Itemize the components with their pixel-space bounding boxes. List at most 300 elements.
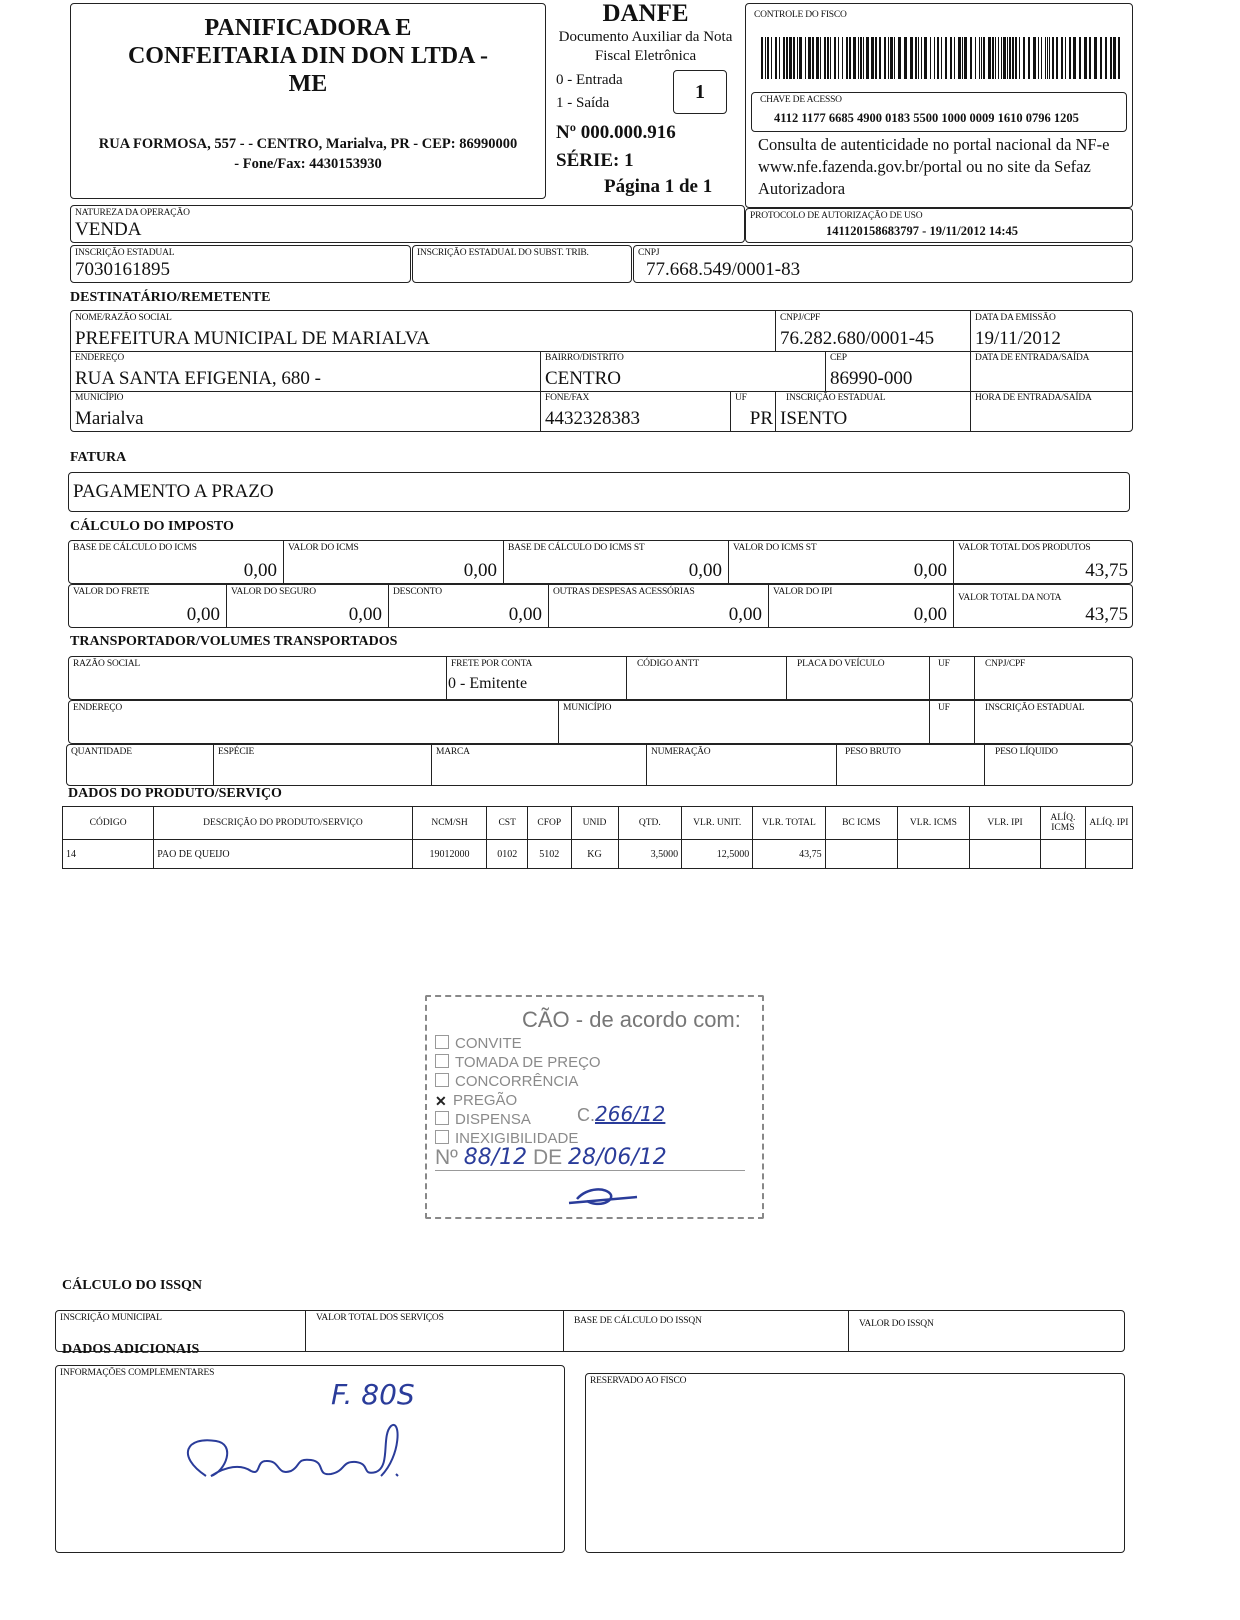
barcode-bar xyxy=(1079,37,1081,79)
produtos-cell xyxy=(1085,840,1132,869)
ie-label: INSCRIÇÃO ESTADUAL xyxy=(75,248,175,258)
barcode-bar xyxy=(1049,37,1050,79)
reservado-fisco-label: RESERVADO AO FISCO xyxy=(590,1376,687,1386)
barcode-bar xyxy=(871,37,874,79)
imposto-label: VALOR TOTAL DOS PRODUTOS xyxy=(958,543,1091,553)
stamp-option xyxy=(435,1111,531,1128)
imposto-valor-icms-st xyxy=(729,541,954,583)
section-fatura: FATURA xyxy=(70,450,127,465)
produtos-cell: 5102 xyxy=(527,840,571,869)
produtos-cell xyxy=(825,840,897,869)
produtos-cell xyxy=(897,840,969,869)
barcode-bar xyxy=(934,37,935,79)
checkbox-icon xyxy=(435,1054,449,1068)
imposto-row2 xyxy=(68,584,1133,628)
info-complementares-label: INFORMAÇÕES COMPLEMENTARES xyxy=(60,1368,215,1378)
barcode-bar xyxy=(1056,37,1058,79)
dest-emissao-label: DATA DA EMISSÃO xyxy=(975,313,1056,323)
barcode-bar xyxy=(866,37,869,79)
handwritten-note: F. 80S xyxy=(331,1378,415,1411)
transp-label: FRETE POR CONTA xyxy=(451,659,533,669)
barcode-bar xyxy=(838,37,839,79)
dest-cep-label: CEP xyxy=(830,353,847,363)
imposto-value: 0,00 xyxy=(348,604,382,625)
barcode-bar xyxy=(894,37,895,79)
transp-label: CÓDIGO ANTT xyxy=(637,659,699,669)
barcode-bar xyxy=(1084,37,1087,79)
produtos-column-header: ALÍQ. ICMS xyxy=(1041,807,1086,840)
transp-endereco xyxy=(69,701,559,743)
stamp-option-label: PREGÃO xyxy=(453,1092,518,1109)
barcode-bar xyxy=(799,37,802,79)
barcode-bar xyxy=(1073,37,1076,79)
chave-acesso: 4112 1177 6685 4900 0183 5500 1000 0009 1610 0796 1205 xyxy=(774,111,1079,125)
barcode-bar xyxy=(863,37,864,79)
transp-label: RAZÃO SOCIAL xyxy=(73,659,141,669)
protocolo-label: PROTOCOLO DE AUTORIZAÇÃO DE USO xyxy=(750,211,923,221)
imposto-value: 43,75 xyxy=(1085,560,1128,581)
dest-fone-value: 4432328383 xyxy=(545,408,640,429)
dest-ie-label: INSCRIÇÃO ESTADUAL xyxy=(786,393,886,403)
dest-uf-value: PR xyxy=(749,408,773,429)
transp-marca xyxy=(432,745,647,785)
fatura-value: PAGAMENTO A PRAZO xyxy=(73,481,274,502)
barcode-bar xyxy=(954,37,955,79)
dest-municipio-label: MUNICÍPIO xyxy=(75,393,124,403)
barcode-bar xyxy=(1033,37,1036,79)
checkbox-icon xyxy=(435,1130,449,1144)
destinatario-box xyxy=(70,310,1133,432)
produtos-column-header: VLR. UNIT. xyxy=(682,807,753,840)
dest-bairro xyxy=(541,351,826,391)
controle-fisco-label: CONTROLE DO FISCO xyxy=(754,10,847,20)
barcode-bar xyxy=(767,37,769,79)
barcode-bar xyxy=(988,37,991,79)
barcode-bar xyxy=(1118,37,1120,79)
produtos-cell: 3,5000 xyxy=(618,840,682,869)
cnpj-label: CNPJ xyxy=(638,248,660,258)
issqn-total-servicos xyxy=(306,1311,564,1351)
barcode-bar xyxy=(849,37,851,79)
barcode-bar xyxy=(910,37,913,79)
transp-peso-bruto xyxy=(837,745,985,785)
imposto-label: VALOR DO IPI xyxy=(773,587,833,597)
imposto-outras-despesas xyxy=(549,585,769,627)
protocolo-value: 141120158683797 - 19/11/2012 14:45 xyxy=(826,224,1019,238)
barcode-bar xyxy=(1061,37,1063,79)
issqn-box xyxy=(55,1310,1125,1352)
barcode-bar xyxy=(860,37,862,79)
transp-label: QUANTIDADE xyxy=(71,747,132,757)
transp-ie xyxy=(975,701,1134,743)
barcode xyxy=(761,37,1121,79)
barcode-bar xyxy=(950,37,952,79)
barcode-bar xyxy=(888,37,889,79)
imposto-label: VALOR DO ICMS xyxy=(288,543,359,553)
barcode-bar xyxy=(1045,37,1046,79)
produtos-cell xyxy=(970,840,1041,869)
transp-uf xyxy=(930,657,975,699)
danfe-block xyxy=(548,0,743,200)
dest-emissao-value: 19/11/2012 xyxy=(975,328,1061,349)
stamp-option xyxy=(435,1054,601,1071)
transp-frete xyxy=(447,657,627,699)
barcode-bar xyxy=(983,37,985,79)
imposto-value: 0,00 xyxy=(913,604,947,625)
barcode-bar xyxy=(834,37,836,79)
emitter-box xyxy=(70,3,546,199)
imposto-desconto xyxy=(389,585,549,627)
transp-label: CNPJ/CPF xyxy=(985,659,1026,669)
transp-row1 xyxy=(68,656,1133,700)
checkbox-icon xyxy=(435,1073,449,1087)
licitacao-stamp xyxy=(425,995,764,1219)
section-calculo-imposto: CÁLCULO DO IMPOSTO xyxy=(70,519,234,534)
barcode-bar xyxy=(904,37,907,79)
dest-cep xyxy=(826,351,971,391)
emitter-name-line1: PANIFICADORA E xyxy=(204,15,412,41)
barcode-bar xyxy=(761,37,763,79)
dest-municipio xyxy=(71,391,541,431)
barcode-bar xyxy=(830,37,831,79)
barcode-bar xyxy=(998,37,999,79)
issqn-label: VALOR DO ISSQN xyxy=(859,1319,934,1329)
produtos-column-header: CÓDIGO xyxy=(63,807,154,840)
dest-uf-label: UF xyxy=(735,393,747,403)
transp-label: PLACA DO VEÍCULO xyxy=(797,659,885,669)
barcode-bar xyxy=(1012,37,1014,79)
emitter-phone: - Fone/Fax: 4430153930 xyxy=(234,156,382,172)
stamp-option-label: CONVITE xyxy=(455,1035,522,1052)
barcode-bar xyxy=(858,37,859,79)
section-destinatario: DESTINATÁRIO/REMETENTE xyxy=(70,290,271,305)
danfe-serie: SÉRIE: 1 xyxy=(556,150,634,171)
dest-endereco xyxy=(71,351,541,391)
transp-label: NUMERAÇÃO xyxy=(651,747,711,757)
checked-box-icon: ✕ xyxy=(435,1093,447,1109)
imposto-label: BASE DE CÁLCULO DO ICMS ST xyxy=(508,543,645,553)
dest-hora-label: HORA DE ENTRADA/SAÍDA xyxy=(975,393,1092,403)
barcode-bar xyxy=(1041,37,1042,79)
cnpj-emitente-box xyxy=(633,245,1133,283)
barcode-bar xyxy=(945,37,947,79)
produtos-cell: PAO DE QUEIJO xyxy=(154,840,412,869)
chave-acesso-box xyxy=(751,92,1127,132)
produtos-cell: 0102 xyxy=(487,840,527,869)
stamp-option-label: TOMADA DE PREÇO xyxy=(455,1054,601,1071)
stamp-option-label: CONCORRÊNCIA xyxy=(455,1073,579,1090)
danfe-numero: Nº 000.000.916 xyxy=(556,122,676,143)
imposto-value: 0,00 xyxy=(508,604,542,625)
stamp-numero-line xyxy=(435,1145,745,1171)
produtos-cell: 14 xyxy=(63,840,154,869)
produtos-header-row xyxy=(63,807,1133,840)
barcode-bar xyxy=(816,37,819,79)
transp-label: ENDEREÇO xyxy=(73,703,123,713)
imposto-label: VALOR DO FRETE xyxy=(73,587,150,597)
stamp-processo xyxy=(577,1102,665,1126)
imposto-row1 xyxy=(68,540,1133,584)
transp-municipio xyxy=(559,701,930,743)
barcode-bar xyxy=(962,37,963,79)
produtos-row xyxy=(63,840,1133,869)
stamp-initial-signature xyxy=(567,1185,647,1215)
imposto-total-produtos xyxy=(954,541,1134,583)
transp-label: ESPÉCIE xyxy=(218,747,255,757)
dest-cnpj-label: CNPJ/CPF xyxy=(780,313,821,323)
imposto-value: 0,00 xyxy=(243,560,277,581)
dest-endereco-label: ENDEREÇO xyxy=(75,353,125,363)
stamp-no-value: 88/12 xyxy=(463,1145,528,1170)
barcode-bar xyxy=(1001,37,1002,79)
transp-label: PESO LÍQUIDO xyxy=(995,747,1058,757)
barcode-bar xyxy=(995,37,996,79)
section-issqn: CÁLCULO DO ISSQN xyxy=(62,1278,203,1293)
barcode-bar xyxy=(924,37,927,79)
barcode-bar xyxy=(981,37,982,79)
barcode-bar xyxy=(937,37,939,79)
stamp-c-prefix: C. xyxy=(577,1105,595,1125)
barcode-bar xyxy=(879,37,881,79)
imposto-ipi xyxy=(769,585,954,627)
transp-label: INSCRIÇÃO ESTADUAL xyxy=(985,703,1085,713)
barcode-bar xyxy=(842,37,843,79)
barcode-bar xyxy=(775,37,777,79)
danfe-subtitle-1: Documento Auxiliar da Nota xyxy=(558,29,733,45)
stamp-title: CÃO - de acordo com: xyxy=(522,1007,741,1032)
imposto-value: 0,00 xyxy=(728,604,762,625)
imposto-label: OUTRAS DESPESAS ACESSÓRIAS xyxy=(553,587,695,597)
barcode-bar xyxy=(915,37,917,79)
barcode-bar xyxy=(992,37,994,79)
stamp-de-label: DE xyxy=(532,1146,563,1169)
transp-row3 xyxy=(66,744,1133,786)
transp-label: PESO BRUTO xyxy=(845,747,901,757)
imposto-bc-icms-st xyxy=(504,541,729,583)
transp-uf2 xyxy=(930,701,975,743)
transp-label: MUNICÍPIO xyxy=(563,703,612,713)
danfe-saida: 1 - Saída xyxy=(556,95,610,111)
barcode-bar xyxy=(884,37,886,79)
imposto-valor-icms xyxy=(284,541,504,583)
stamp-option xyxy=(435,1073,578,1090)
barcode-bar xyxy=(1023,37,1025,79)
transp-frete-value: 0 - Emitente xyxy=(448,675,528,692)
danfe-tipo-box: 1 xyxy=(673,70,727,114)
ie-value: 7030161895 xyxy=(75,259,170,280)
stamp-option xyxy=(435,1092,517,1109)
section-produtos: DADOS DO PRODUTO/SERVIÇO xyxy=(68,786,282,801)
produtos-column-header: QTD. xyxy=(618,807,682,840)
dest-entrada-label: DATA DE ENTRADA/SAÍDA xyxy=(975,353,1090,363)
protocolo-box xyxy=(745,208,1133,243)
transp-label: UF xyxy=(938,659,950,669)
barcode-bar xyxy=(786,37,788,79)
cnpj-value: 77.668.549/0001-83 xyxy=(646,259,801,280)
emitter-name-line2: CONFEITARIA DIN DON LTDA - xyxy=(127,43,489,69)
dest-hora xyxy=(971,391,1134,431)
imposto-bc-icms xyxy=(69,541,284,583)
produtos-cell: 19012000 xyxy=(412,840,487,869)
dest-cep-value: 86990-000 xyxy=(830,368,913,389)
barcode-bar xyxy=(793,37,795,79)
danfe-entrada: 0 - Entrada xyxy=(556,72,623,88)
consulta-autenticidade: Consulta de autenticidade no portal nacional da NF-e www.nfe.fazenda.gov.br/portal ou no site da Sefaz Autorizadora xyxy=(758,135,1110,198)
imposto-total-nota xyxy=(954,585,1134,627)
produtos-table xyxy=(62,806,1133,869)
produtos-cell xyxy=(1041,840,1086,869)
barcode-bar xyxy=(820,37,821,79)
produtos-column-header: CFOP xyxy=(527,807,571,840)
produtos-column-header: VLR. TOTAL xyxy=(753,807,825,840)
barcode-bar xyxy=(1038,37,1039,79)
imposto-label: DESCONTO xyxy=(393,587,442,597)
barcode-bar xyxy=(941,37,942,79)
barcode-bar xyxy=(812,37,814,79)
transp-cnpj xyxy=(975,657,1134,699)
dest-nome-label: NOME/RAZÃO SOCIAL xyxy=(75,313,172,323)
produtos-column-header: BC ICMS xyxy=(825,807,897,840)
barcode-bar xyxy=(824,37,826,79)
barcode-bar xyxy=(1105,37,1107,79)
issqn-base xyxy=(564,1311,849,1351)
barcode-bar xyxy=(1113,37,1116,79)
transp-label: MARCA xyxy=(436,747,470,757)
stamp-c-value: 266/12 xyxy=(595,1102,666,1126)
produtos-cell: KG xyxy=(571,840,618,869)
imposto-label: VALOR TOTAL DA NOTA xyxy=(958,593,1062,603)
imposto-seguro xyxy=(227,585,389,627)
barcode-bar xyxy=(1110,37,1112,79)
barcode-bar xyxy=(970,37,972,79)
barcode-bar xyxy=(1052,37,1054,79)
dest-nome xyxy=(71,311,776,351)
dest-fone-label: FONE/FAX xyxy=(545,393,590,403)
dest-bairro-label: BAIRRO/DISTRITO xyxy=(545,353,624,363)
dest-nome-value: PREFEITURA MUNICIPAL DE MARIALVA xyxy=(75,328,430,349)
checkbox-icon xyxy=(435,1111,449,1125)
barcode-bar xyxy=(930,37,931,79)
emitter-name xyxy=(71,14,545,98)
dest-ie xyxy=(776,391,971,431)
dest-entrada-saida xyxy=(971,351,1134,391)
imposto-label: VALOR DO ICMS ST xyxy=(733,543,817,553)
barcode-bar xyxy=(797,37,798,79)
barcode-bar xyxy=(979,37,980,79)
barcode-bar xyxy=(958,37,961,79)
barcode-bar xyxy=(964,37,967,79)
barcode-bar xyxy=(805,37,806,79)
barcode-bar xyxy=(783,37,785,79)
info-complementares-box xyxy=(55,1365,565,1553)
dest-ie-value: ISENTO xyxy=(780,408,848,429)
transp-row2 xyxy=(68,700,1133,744)
barcode-bar xyxy=(1009,37,1011,79)
barcode-bar xyxy=(1094,37,1097,79)
imposto-frete xyxy=(69,585,227,627)
produtos-column-header: DESCRIÇÃO DO PRODUTO/SERVIÇO xyxy=(154,807,412,840)
imposto-value: 0,00 xyxy=(913,560,947,581)
dest-cnpj-value: 76.282.680/0001-45 xyxy=(780,328,935,349)
imposto-value: 0,00 xyxy=(186,604,220,625)
dest-municipio-value: Marialva xyxy=(75,408,144,429)
produtos-column-header: VLR. ICMS xyxy=(897,807,969,840)
imposto-label: VALOR DO SEGURO xyxy=(231,587,316,597)
emitter-name-line3: ME xyxy=(288,71,328,97)
barcode-bar xyxy=(853,37,856,79)
dest-uf xyxy=(731,391,776,431)
dest-fone xyxy=(541,391,731,431)
barcode-bar xyxy=(1100,37,1102,79)
barcode-bar xyxy=(1019,37,1020,79)
imposto-value: 0,00 xyxy=(688,560,722,581)
dest-cnpj xyxy=(776,311,971,351)
imposto-label: BASE DE CÁLCULO DO ICMS xyxy=(73,543,197,553)
dest-endereco-value: RUA SANTA EFIGENIA, 680 - xyxy=(75,368,322,389)
barcode-bar xyxy=(779,37,780,79)
imposto-value: 0,00 xyxy=(463,560,497,581)
ie-box xyxy=(70,245,411,283)
barcode-bar xyxy=(1015,37,1017,79)
ie-st-label: INSCRIÇÃO ESTADUAL DO SUBST. TRIB. xyxy=(417,248,589,258)
transp-antt xyxy=(627,657,787,699)
section-dados-adicionais: DADOS ADICIONAIS xyxy=(62,1342,200,1357)
barcode-bar xyxy=(1028,37,1030,79)
transp-razao xyxy=(69,657,447,699)
produtos-column-header: NCM/SH xyxy=(412,807,487,840)
produtos-column-header: UNID xyxy=(571,807,618,840)
produtos-cell: 43,75 xyxy=(753,840,825,869)
barcode-bar xyxy=(1003,37,1006,79)
produtos-column-header: VLR. IPI xyxy=(970,807,1041,840)
emitter-address-line1: RUA FORMOSA, 557 - - CENTRO, Marialva, PR - CEP: 86990000 xyxy=(98,136,518,152)
barcode-bar xyxy=(1069,37,1071,79)
transp-numeracao xyxy=(647,745,837,785)
produtos-cell: 12,5000 xyxy=(682,840,753,869)
barcode-bar xyxy=(808,37,811,79)
stamp-no-prefix: Nº xyxy=(435,1146,458,1169)
stamp-option-label: DISPENSA xyxy=(455,1111,531,1128)
transp-quantidade xyxy=(67,745,214,785)
danfe-subtitle-2: Fiscal Eletrônica xyxy=(594,48,697,64)
issqn-label: INSCRIÇÃO MUNICIPAL xyxy=(60,1313,162,1323)
barcode-bar xyxy=(1007,37,1008,79)
danfe-title: DANFE xyxy=(602,0,689,27)
produtos-column-header: ALÍQ. IPI xyxy=(1085,807,1132,840)
barcode-bar xyxy=(1047,37,1048,79)
barcode-bar xyxy=(921,37,922,79)
transp-especie xyxy=(214,745,432,785)
fatura-box xyxy=(68,472,1130,512)
stamp-option xyxy=(435,1035,522,1052)
natureza-box xyxy=(70,205,745,243)
section-transportador: TRANSPORTADOR/VOLUMES TRANSPORTADOS xyxy=(70,634,398,649)
transp-label: UF xyxy=(938,703,950,713)
danfe-pagina: Página 1 de 1 xyxy=(604,176,713,197)
reservado-fisco-box xyxy=(585,1373,1125,1553)
emitter-address xyxy=(71,134,545,174)
natureza-label: NATUREZA DA OPERAÇÃO xyxy=(75,208,190,218)
ie-st-box xyxy=(412,245,632,283)
imposto-value: 43,75 xyxy=(1085,604,1128,625)
produtos-column-header: CST xyxy=(487,807,527,840)
barcode-bar xyxy=(789,37,792,79)
issqn-valor xyxy=(849,1311,1126,1351)
barcode-bar xyxy=(827,37,829,79)
stamp-date-value: 28/06/12 xyxy=(567,1145,667,1170)
barcode-bar xyxy=(771,37,772,79)
issqn-label: BASE DE CÁLCULO DO ISSQN xyxy=(574,1316,702,1326)
